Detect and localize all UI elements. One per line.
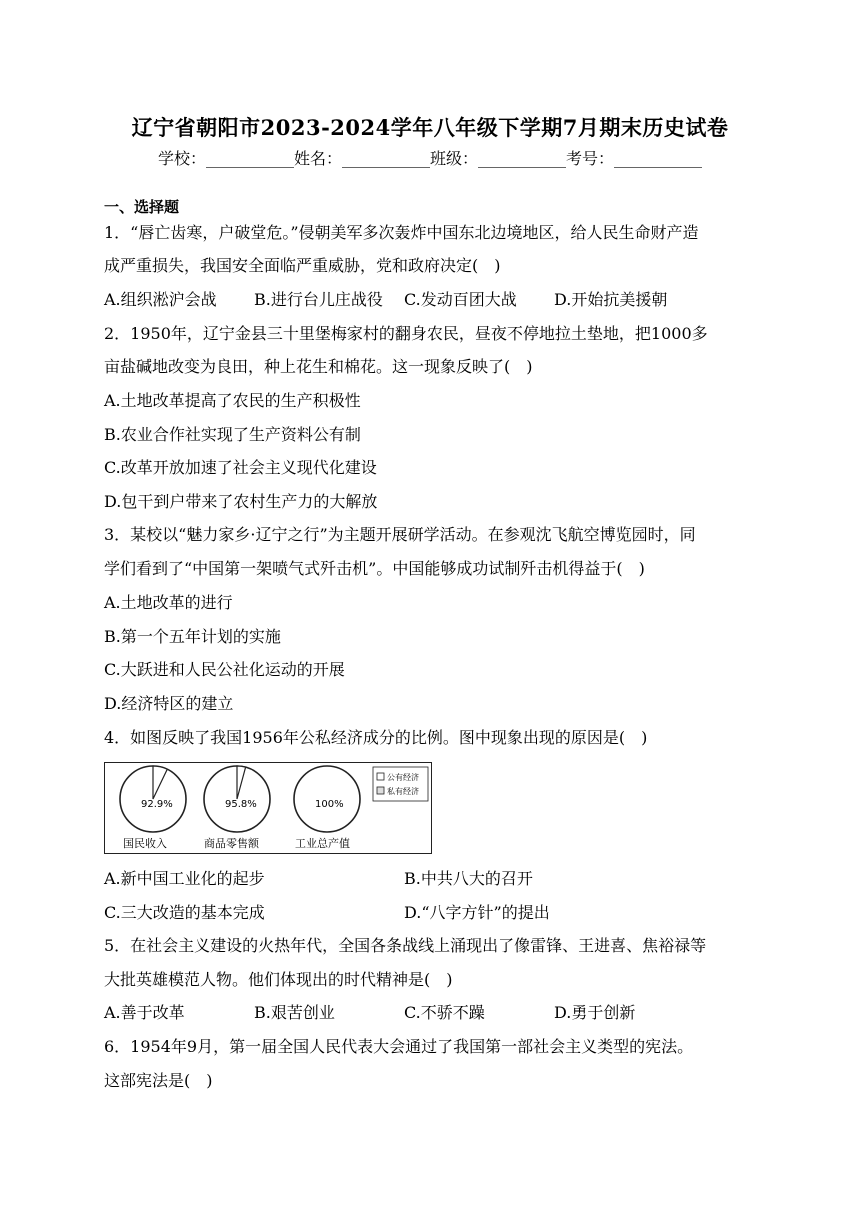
pie-retail-sales xyxy=(204,766,270,850)
q3-option-c: C.大跃进和人民公社化运动的开展 xyxy=(104,660,345,679)
q2-option-a: A.土地改革提高了农民的生产积极性 xyxy=(104,391,361,410)
q1-option-c: C.发动百团大战 xyxy=(404,290,517,309)
pie-national-income-caption: 国民收入 xyxy=(123,837,167,850)
pie-retail-sales-caption: 商品零售额 xyxy=(204,837,259,850)
q1-stem-line2: 成严重损失，我国安全面临严重威胁，党和政府决定( ) xyxy=(104,256,501,275)
q4-option-c: C.三大改造的基本完成 xyxy=(104,903,265,922)
q1-option-a: A.组织淞沪会战 xyxy=(104,290,217,309)
q5-stem-line2: 大批英雄模范人物。他们体现出的时代精神是( ) xyxy=(104,970,453,989)
legend-swatch-public xyxy=(377,773,384,780)
q2-stem-line1: 2．1950年，辽宁金县三十里堡梅家村的翻身农民，昼夜不停地拉土垫地，把1000多 xyxy=(104,324,708,343)
pie-national-income-value: 92.9% xyxy=(141,799,173,810)
pie-industrial-output-value: 100% xyxy=(315,799,344,810)
q2-option-d: D.包干到户带来了农村生产力的大解放 xyxy=(104,492,378,511)
q5-option-c: C.不骄不躁 xyxy=(404,1003,485,1022)
q3-stem-line1: 3．某校以“魅力家乡·辽宁之行”为主题开展研学活动。在参观沈飞航空博览园时，同 xyxy=(104,525,696,544)
q5-stem-line1: 5．在社会主义建设的火热年代，全国各条战线上涌现出了像雷锋、王进喜、焦裕禄等 xyxy=(104,936,707,955)
q5-option-d: D.勇于创新 xyxy=(554,1003,636,1022)
q4-option-a: A.新中国工业化的起步 xyxy=(104,869,265,888)
q4-option-d: D.“八字方针”的提出 xyxy=(404,903,550,922)
q1-stem-line1: 1．“唇亡齿寒，户破堂危。”侵朝美军多次轰炸中国东北边境地区，给人民生命财产造 xyxy=(104,223,699,242)
pie-charts-svg xyxy=(105,763,431,853)
q5-option-a: A.善于改革 xyxy=(104,1003,185,1022)
legend-label-public: 公有经济 xyxy=(387,773,419,782)
q2-stem-line2: 亩盐碱地改变为良田，种上花生和棉花。这一现象反映了( ) xyxy=(104,357,533,376)
exam-title: 辽宁省朝阳市2023-2024学年八年级下学期7月期末历史试卷 xyxy=(131,115,729,140)
q3-option-b: B.第一个五年计划的实施 xyxy=(104,627,281,646)
q5-option-b: B.艰苦创业 xyxy=(254,1003,335,1022)
economy-pie-figure xyxy=(104,762,432,854)
legend xyxy=(373,767,428,801)
pie-national-income xyxy=(120,766,186,850)
q3-stem-line2: 学们看到了“中国第一架喷气式歼击机”。中国能够成功试制歼击机得益于( ) xyxy=(104,559,645,578)
q1-option-b: B.进行台儿庄战役 xyxy=(254,290,383,309)
q2-option-c: C.改革开放加速了社会主义现代化建设 xyxy=(104,458,377,477)
q4-option-b: B.中共八大的召开 xyxy=(404,869,533,888)
pie-retail-sales-value: 95.8% xyxy=(225,799,257,810)
q6-stem-line2: 这部宪法是( ) xyxy=(104,1071,213,1090)
legend-swatch-private xyxy=(377,787,384,794)
q1-option-d: D.开始抗美援朝 xyxy=(554,290,668,309)
student-info-line: 学校：___________姓名：___________班级：___________考号：___________ xyxy=(157,149,702,168)
section-heading: 一、选择题 xyxy=(104,198,180,216)
q6-stem-line1: 6．1954年9月，第一届全国人民代表大会通过了我国第一部社会主义类型的宪法。 xyxy=(104,1037,694,1056)
legend-label-private: 私有经济 xyxy=(387,787,419,796)
q4-stem-line1: 4．如图反映了我国1956年公私经济成分的比例。图中现象出现的原因是( ) xyxy=(104,728,648,747)
q2-option-b: B.农业合作社实现了生产资料公有制 xyxy=(104,425,361,444)
pie-industrial-output xyxy=(294,766,360,850)
q3-option-d: D.经济特区的建立 xyxy=(104,694,234,713)
pie-industrial-output-caption: 工业总产值 xyxy=(295,837,350,850)
q3-option-a: A.土地改革的进行 xyxy=(104,593,233,612)
